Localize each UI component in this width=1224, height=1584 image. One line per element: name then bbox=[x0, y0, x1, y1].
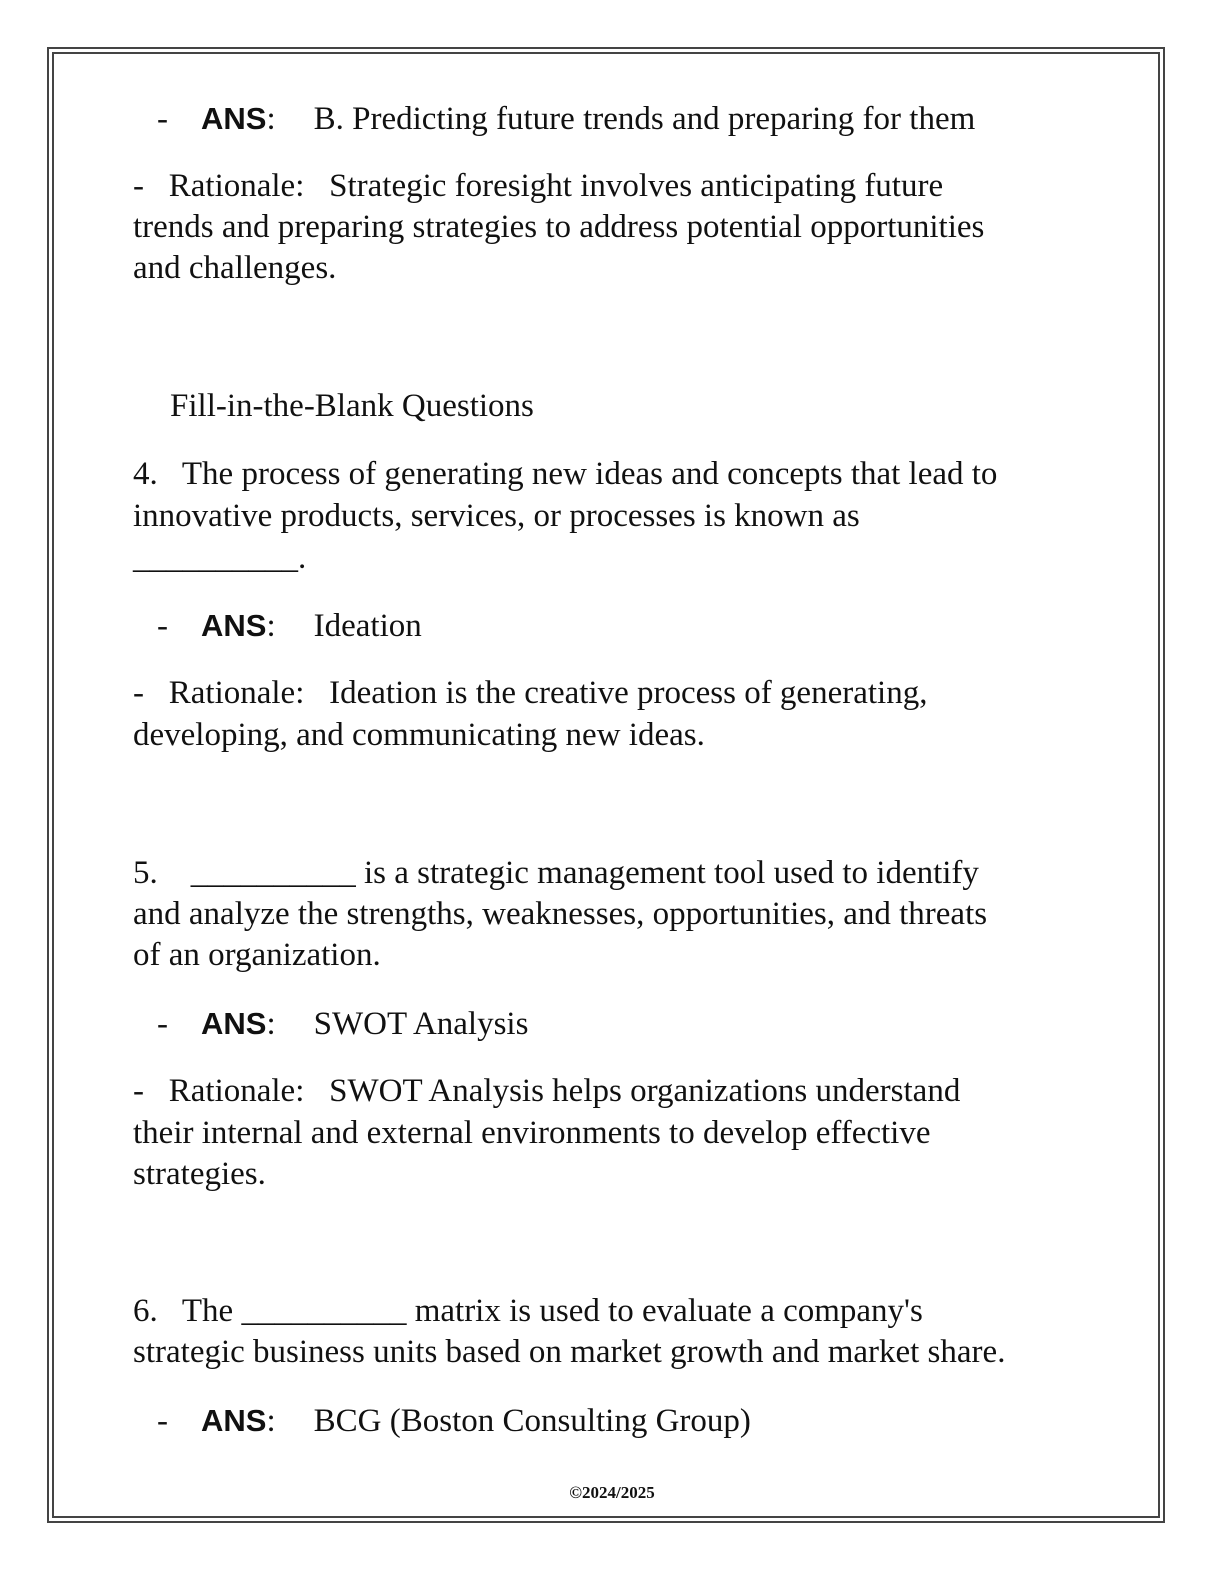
ans-colon: : bbox=[266, 1403, 276, 1439]
ans-label: ANS bbox=[201, 1006, 267, 1041]
answer-text: B. Predicting future trends and preparing for them bbox=[313, 101, 976, 137]
bullet-dash: - bbox=[157, 608, 168, 644]
question-line: innovative products, services, or processes is known as bbox=[133, 498, 860, 534]
question-line: and analyze the strengths, weaknesses, opportunities, and threats bbox=[133, 896, 988, 932]
rationale-line: - Rationale: Strategic foresight involves anticipating future bbox=[133, 168, 944, 204]
rationale-line: - Rationale: SWOT Analysis helps organizations understand bbox=[133, 1073, 961, 1109]
question-line: 4. The process of generating new ideas and concepts that lead to bbox=[133, 456, 998, 492]
answer-line bbox=[133, 1003, 528, 1045]
section-heading: Fill-in-the-Blank Questions bbox=[170, 388, 534, 424]
rationale-line: developing, and communicating new ideas. bbox=[133, 717, 705, 753]
ans-colon: : bbox=[266, 101, 276, 137]
bullet-dash: - bbox=[157, 1403, 168, 1439]
question-line: 6. The __________ matrix is used to evaluate a company's bbox=[133, 1293, 923, 1329]
rationale-line: trends and preparing strategies to address potential opportunities bbox=[133, 209, 985, 245]
copyright-footer: ©2024/2025 bbox=[569, 1483, 655, 1502]
answer-line bbox=[133, 605, 422, 647]
ans-label: ANS bbox=[201, 1403, 267, 1438]
rationale-line: and challenges. bbox=[133, 250, 337, 286]
question-line: strategic business units based on market growth and market share. bbox=[133, 1334, 1006, 1370]
answer-line bbox=[133, 1400, 751, 1442]
ans-colon: : bbox=[266, 608, 276, 644]
rationale-line: strategies. bbox=[133, 1156, 266, 1192]
answer-text: BCG (Boston Consulting Group) bbox=[313, 1403, 751, 1439]
bullet-dash: - bbox=[157, 101, 168, 137]
bullet-dash: - bbox=[157, 1006, 168, 1042]
question-blank: __________. bbox=[133, 540, 307, 576]
answer-line bbox=[133, 98, 975, 140]
ans-label: ANS bbox=[201, 608, 267, 643]
ans-label: ANS bbox=[201, 101, 267, 136]
question-line: 5. __________ is a strategic management tool used to identify bbox=[133, 855, 979, 891]
ans-colon: : bbox=[266, 1006, 276, 1042]
rationale-line: their internal and external environments to develop effective bbox=[133, 1115, 931, 1151]
answer-text: SWOT Analysis bbox=[313, 1006, 529, 1042]
answer-text: Ideation bbox=[313, 608, 422, 644]
rationale-line: - Rationale: Ideation is the creative process of generating, bbox=[133, 675, 928, 711]
question-line: of an organization. bbox=[133, 937, 381, 973]
